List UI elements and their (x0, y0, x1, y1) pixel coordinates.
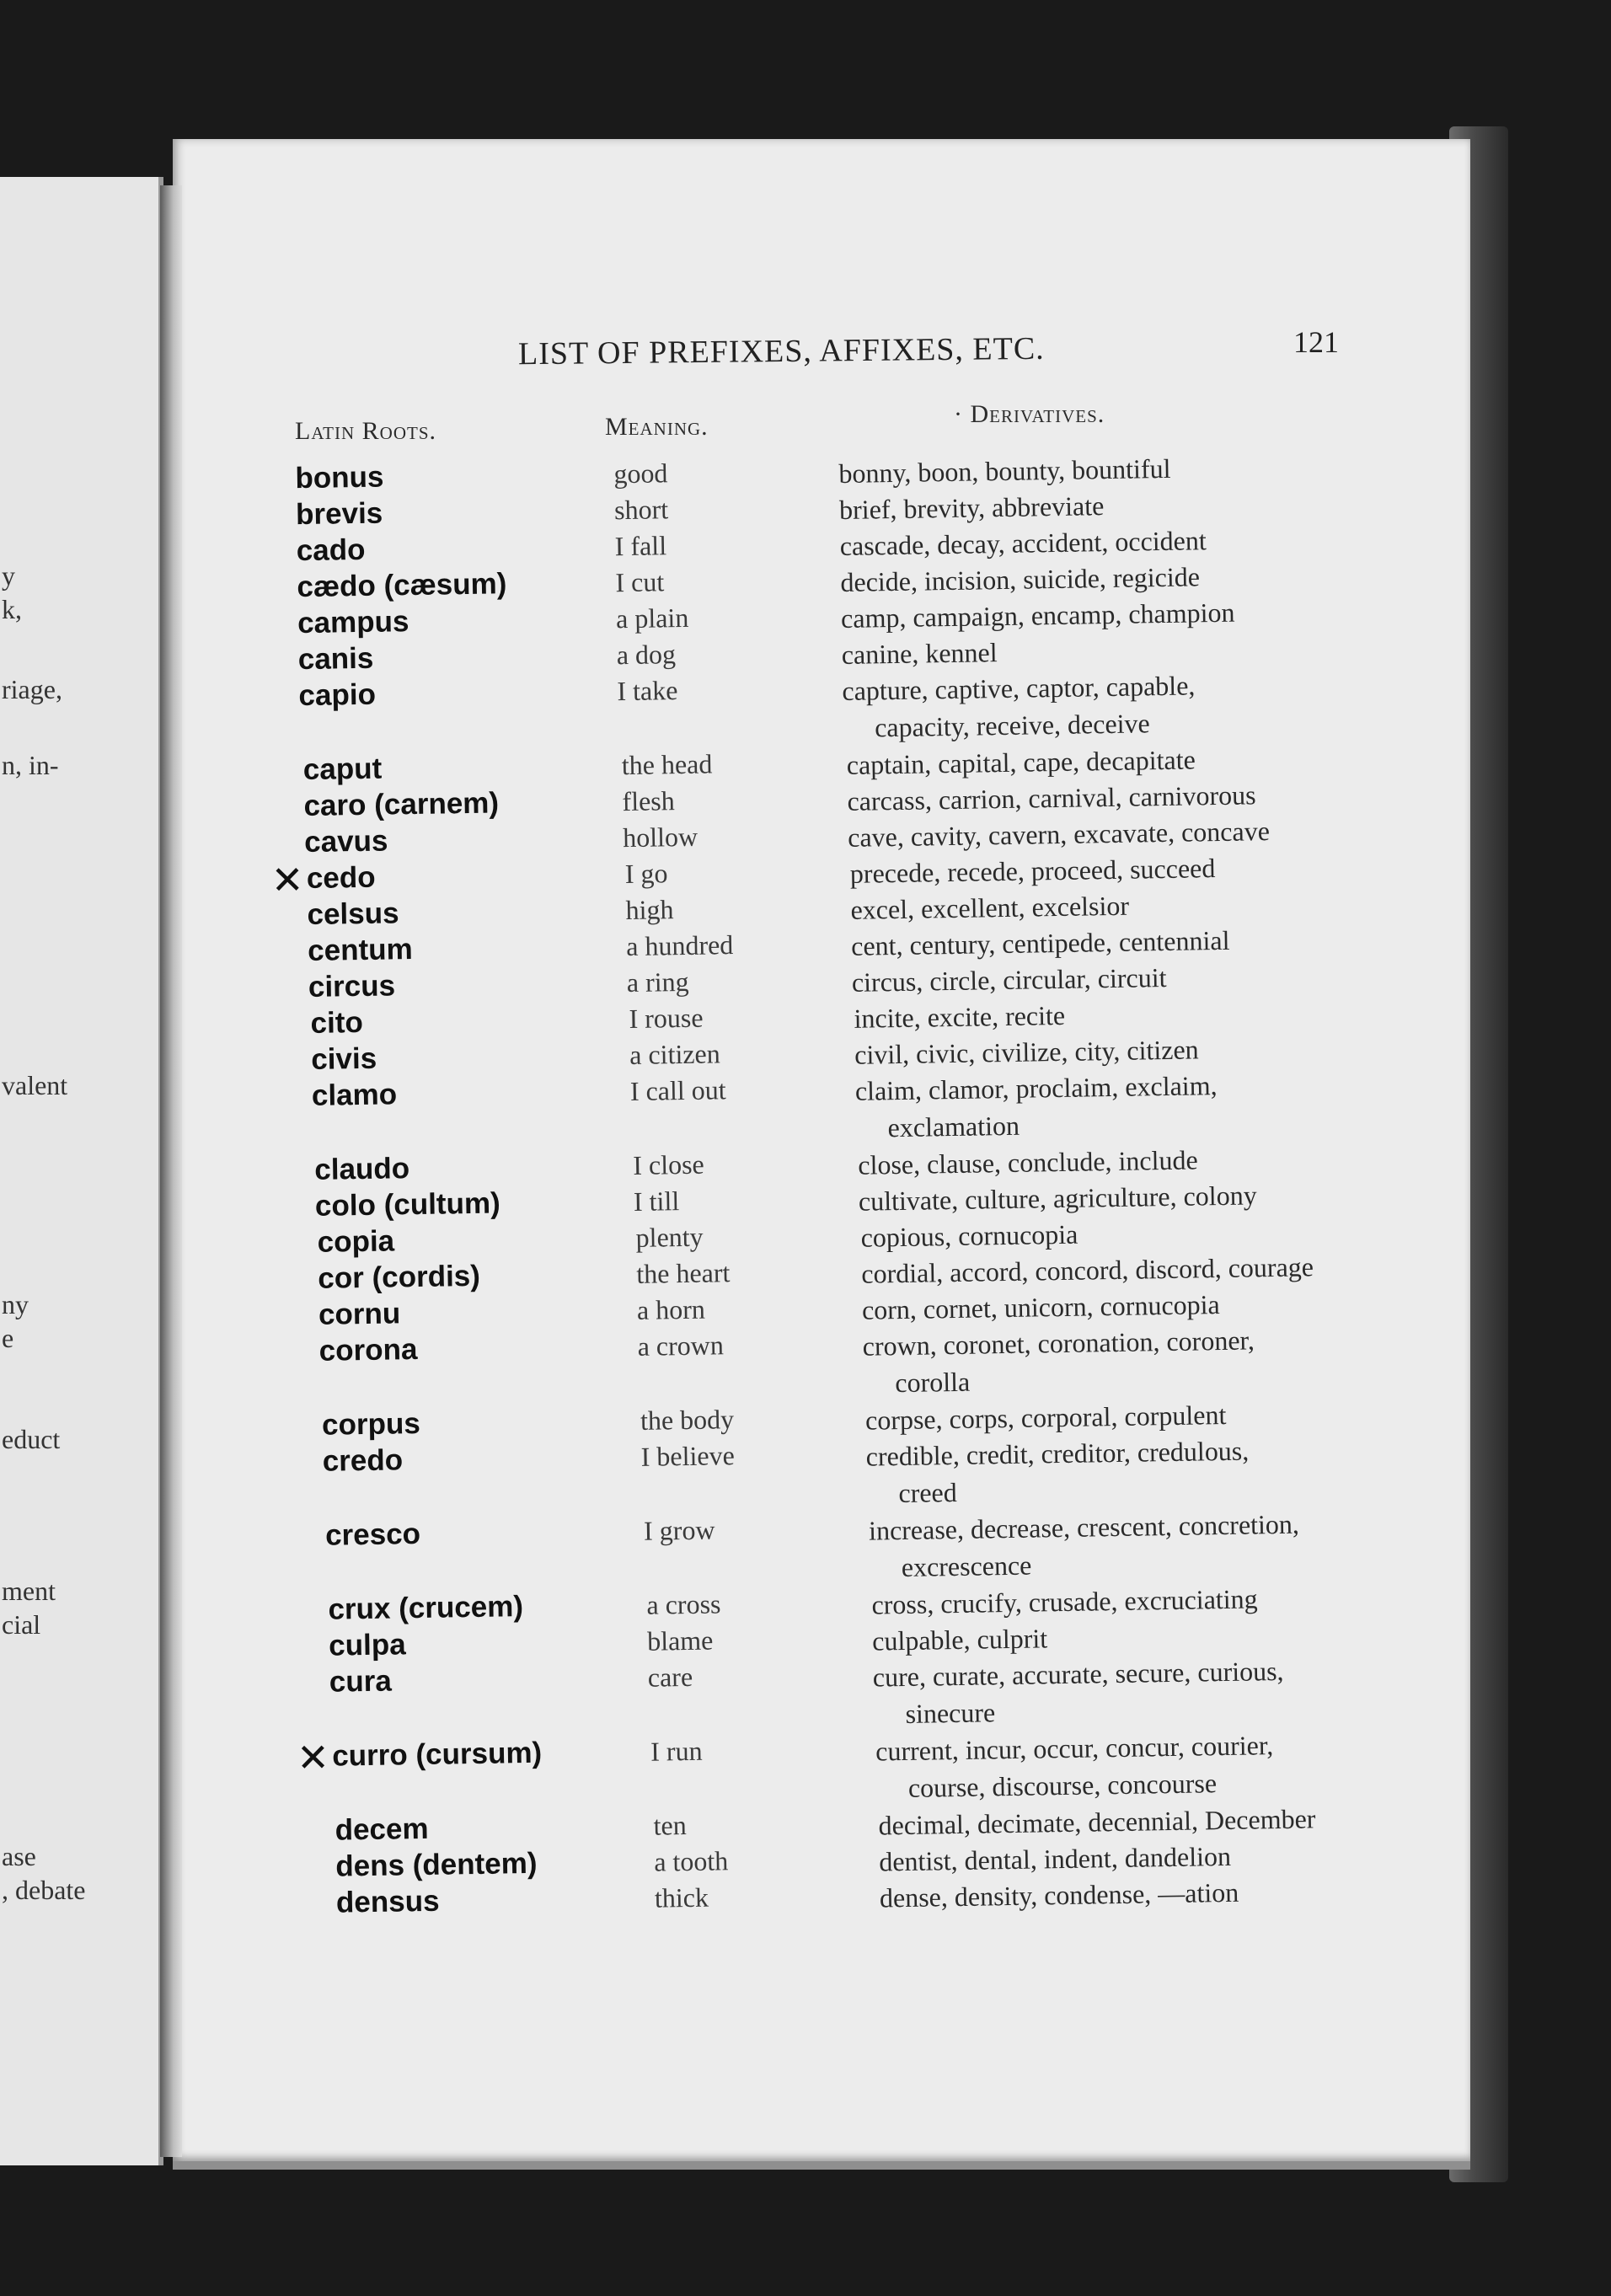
root-meaning: a tooth (653, 1845, 729, 1877)
left-page-fragment: ny (2, 1289, 29, 1319)
root-meaning: ten (653, 1810, 687, 1841)
table-row (2, 550, 1611, 604)
root-meaning: the heart (636, 1257, 731, 1289)
latin-root: caro (carnem) (303, 786, 500, 823)
left-page-fragment: ment (2, 1576, 56, 1606)
latin-root: bonus (295, 460, 384, 495)
root-meaning: a ring (626, 966, 689, 998)
column-header-latin-roots: Latin Roots. (295, 417, 436, 445)
root-meaning: a hundred (625, 929, 734, 962)
root-derivatives (862, 1319, 1389, 1402)
left-page-fragment: k, (2, 594, 22, 624)
left-page-fragment: e (2, 1323, 14, 1353)
left-page-fragment: n, in- (2, 750, 59, 780)
root-meaning: a crown (637, 1330, 725, 1362)
derivatives-continuation: course, discourse, concourse (907, 1768, 1218, 1803)
running-head: LIST OF PREFIXES, AFFIXES, ETC. (517, 330, 1045, 372)
latin-root: corpus (321, 1406, 421, 1442)
latin-root: decem (335, 1812, 429, 1847)
root-meaning: I run (650, 1735, 703, 1767)
derivatives-text: camp, campaign, encamp, champion (840, 597, 1235, 634)
root-derivatives (880, 1871, 1407, 1917)
derivatives-text: increase, decrease, crescent, concretion, (868, 1508, 1300, 1546)
root-meaning: hollow (622, 821, 698, 854)
root-meaning: a cross (646, 1588, 721, 1620)
root-meaning: I fall (614, 530, 667, 562)
derivatives-text: claim, clamor, proclaim, exclaim, (854, 1070, 1218, 1106)
derivatives-text: dentist, dental, indent, dandelion (879, 1840, 1232, 1877)
derivatives-continuation: excrescence (901, 1549, 1032, 1583)
latin-root: brevis (295, 496, 383, 532)
derivatives-text: dense, density, condense, —ation (879, 1876, 1239, 1913)
derivatives-text: captain, capital, cape, decapitate (846, 744, 1196, 780)
table-row (2, 514, 1611, 568)
table-row (3, 586, 1611, 640)
derivatives-text: cure, curate, accurate, secure, curious, (872, 1655, 1284, 1693)
derivatives-text: excel, excellent, excelsior (850, 890, 1130, 925)
derivatives-text: cultivate, culture, agriculture, colony (858, 1180, 1257, 1217)
latin-root: corona (318, 1333, 418, 1367)
root-meaning: I till (633, 1185, 680, 1217)
root-meaning: short (613, 494, 669, 526)
latin-root: cito (310, 1005, 364, 1040)
latin-root: celsus (307, 896, 399, 931)
left-page-fragment: cial (2, 1609, 41, 1640)
latin-root: cado (296, 533, 366, 568)
root-meaning: a horn (636, 1293, 706, 1325)
derivatives-text: bonny, boon, bounty, bountiful (838, 452, 1171, 490)
latin-root: cresco (324, 1517, 421, 1552)
root-meaning: good (613, 458, 668, 490)
derivatives-continuation: sinecure (905, 1697, 996, 1729)
derivatives-text: precede, recede, proceed, succeed (849, 853, 1216, 889)
latin-root: centum (307, 933, 414, 967)
latin-root: curro (cursum) (331, 1736, 543, 1773)
left-page-fragment: , debate (2, 1875, 86, 1905)
root-meaning: plenty (635, 1221, 704, 1253)
latin-root: credo (322, 1443, 404, 1478)
root-meaning: care (647, 1661, 693, 1693)
derivatives-text: cent, century, centipede, centennial (850, 924, 1230, 961)
latin-root: crux (crucem) (328, 1590, 524, 1626)
page-number: 121 (1293, 325, 1339, 359)
root-derivatives (865, 1430, 1393, 1512)
root-derivatives (842, 664, 1369, 747)
derivatives-text: incite, excite, recite (854, 999, 1066, 1034)
root-meaning: the head (621, 748, 713, 781)
latin-root: circus (308, 969, 396, 1003)
derivatives-text: cascade, decay, accident, occident (839, 525, 1207, 562)
derivatives-text: canine, kennel (841, 637, 998, 670)
derivatives-text: corn, cornet, unicorn, cornucopia (861, 1289, 1220, 1325)
root-meaning: I grow (643, 1514, 715, 1546)
root-meaning: high (625, 894, 674, 926)
latin-root: cavus (303, 824, 388, 859)
table-row (1, 478, 1611, 532)
handwritten-check-mark-icon: ✕ (296, 1734, 330, 1781)
latin-root: culpa (328, 1628, 406, 1662)
latin-root: colo (cultum) (314, 1186, 501, 1223)
root-meaning: I take (617, 675, 678, 707)
handwritten-check-mark-icon: ✕ (270, 857, 304, 903)
root-derivatives (869, 1504, 1396, 1587)
derivatives-text: crown, coronet, coronation, coroner, (862, 1325, 1255, 1362)
latin-root: cædo (cæsum) (297, 567, 507, 604)
table-row (0, 442, 1611, 495)
root-meaning: a citizen (629, 1038, 720, 1071)
latin-root: dens (dentem) (335, 1846, 538, 1883)
root-meaning: thick (654, 1881, 709, 1913)
derivatives-text: cross, crucify, crusade, excruciating (871, 1583, 1258, 1620)
root-meaning: a plain (615, 602, 689, 634)
derivatives-text: decide, incision, suicide, regicide (840, 561, 1201, 598)
derivatives-text: current, incur, occur, concur, courier, (875, 1730, 1274, 1767)
root-derivatives (855, 1064, 1383, 1147)
latin-root: claudo (314, 1152, 410, 1186)
latin-root: capio (298, 677, 377, 713)
latin-root: cornu (318, 1297, 401, 1331)
left-page-fragment: valent (2, 1070, 68, 1100)
derivatives-text: close, clause, conclude, include (858, 1144, 1198, 1180)
derivatives-continuation: capacity, receive, deceive (874, 708, 1150, 743)
derivatives-text: copious, cornucopia (860, 1218, 1078, 1253)
derivatives-text: credible, credit, creditor, credulous, (865, 1435, 1250, 1472)
root-meaning: I call out (629, 1074, 726, 1106)
latin-root: caput (302, 752, 383, 787)
latin-root: cor (cordis) (318, 1259, 481, 1295)
root-meaning: I believe (640, 1440, 736, 1472)
root-meaning: the body (640, 1404, 735, 1436)
root-derivatives (875, 1725, 1403, 1807)
latin-root: canis (297, 641, 374, 677)
derivatives-text: corpse, corps, corporal, corpulent (864, 1399, 1227, 1436)
latin-root: densus (335, 1884, 440, 1919)
derivatives-text: culpable, culprit (871, 1623, 1048, 1656)
latin-root: civis (310, 1041, 377, 1076)
root-meaning: I cut (615, 566, 665, 598)
latin-root: cura (329, 1664, 393, 1699)
latin-root: campus (297, 605, 409, 640)
root-meaning: blame (646, 1624, 714, 1656)
latin-root: clamo (311, 1078, 398, 1112)
derivatives-continuation: creed (898, 1476, 957, 1509)
derivatives-text: decimal, decimate, decennial, December (878, 1803, 1316, 1841)
root-meaning: I go (624, 858, 668, 890)
left-page-fragment: riage, (2, 674, 62, 704)
derivatives-continuation: exclamation (887, 1110, 1020, 1143)
root-meaning: a dog (616, 639, 677, 671)
root-derivatives (873, 1651, 1400, 1733)
derivatives-text: civil, civic, civilize, city, citizen (854, 1034, 1199, 1070)
root-meaning: flesh (622, 785, 675, 817)
root-meaning: I close (633, 1148, 704, 1180)
left-page-fragment: ase (2, 1841, 36, 1871)
left-page-fragment: y (2, 560, 15, 591)
column-header-derivatives: · Derivatives. (954, 400, 1105, 428)
derivatives-continuation: corolla (895, 1366, 971, 1399)
derivatives-text: cordial, accord, concord, discord, courage (861, 1251, 1314, 1289)
left-page-fragment: educt (2, 1424, 61, 1454)
table-row (3, 623, 1611, 677)
column-header-meaning: Meaning. (605, 413, 709, 441)
derivatives-text: cave, cavity, cavern, excavate, concave (847, 816, 1271, 853)
derivatives-text: carcass, carrion, carnival, carnivorous (847, 779, 1256, 816)
latin-root: copia (317, 1224, 395, 1259)
latin-root: cedo (306, 860, 376, 895)
derivatives-text: brief, brevity, abbreviate (838, 490, 1105, 526)
root-meaning: I rouse (629, 1002, 704, 1035)
derivatives-text: capture, captive, captor, capable, (842, 670, 1196, 706)
derivatives-text: circus, circle, circular, circuit (851, 961, 1167, 998)
